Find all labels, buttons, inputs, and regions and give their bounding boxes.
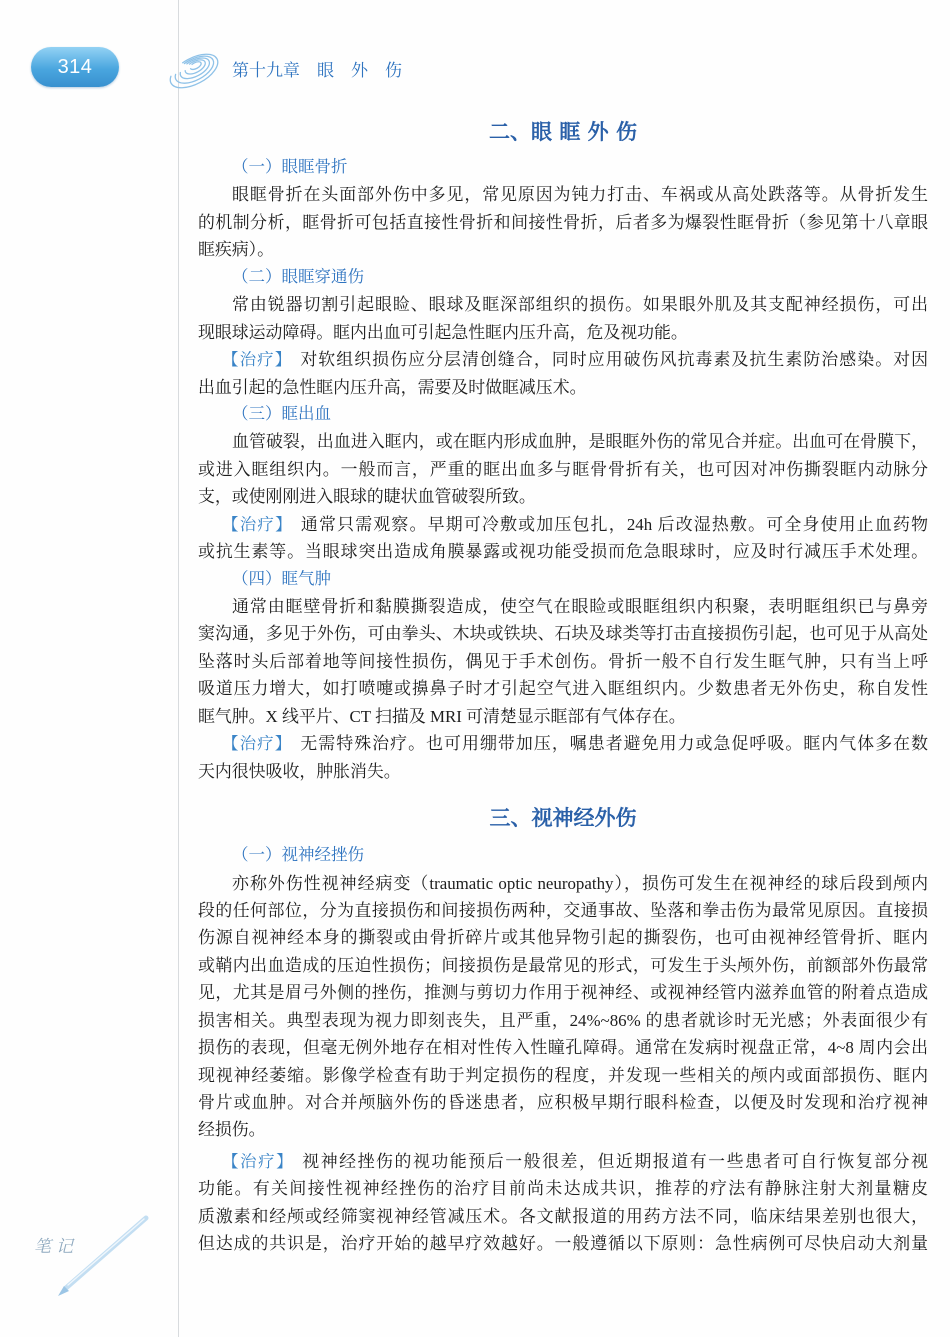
treatment-text: 视神经挫伤的视功能预后一般很差，但近期报道有一些患者可自行恢复部分视 xyxy=(302,1151,929,1171)
text-line: 经损伤。 xyxy=(198,1120,266,1140)
page-number: 314 xyxy=(57,56,93,78)
treatment-line xyxy=(198,1148,928,1175)
text-line: 或鞘内出血造成的压迫性损伤；间接损伤是最常见的形式，可发生于头颅外伤，前额部外伤最常 xyxy=(198,955,928,975)
text-line: 眶疾病）。 xyxy=(198,240,275,260)
page-number-badge xyxy=(31,47,119,87)
chapter-title: 第十九章 眼 外 伤 xyxy=(232,61,402,80)
margin-note-label: 笔记 xyxy=(34,1237,78,1256)
section-title: 三、视神经外伤 xyxy=(489,805,637,831)
text-line: 眼眶骨折在头面部外伤中多见，常见原因为钝力打击、车祸或从高处跌落等。从骨折发生 xyxy=(232,185,928,205)
text-line: 血管破裂，出血进入眶内，或在眶内形成血肿，是眼眶外伤的常见合并症。出血可在骨膜下， xyxy=(232,432,928,452)
treatment-line: 出血引起的急性眶内压升高，需要及时做眶减压术。 xyxy=(198,377,587,397)
treatment-line: 天内很快吸收，肿胀消失。 xyxy=(198,761,401,781)
treatment-line xyxy=(198,511,928,538)
text-line: 常由锐器切割引起眼睑、眼球及眶深部组织的损伤。如果眼外肌及其支配神经损伤，可出 xyxy=(232,295,928,315)
treatment-line xyxy=(198,730,928,757)
text-line: 窦沟通，多见于外伤，可由拳头、木块或铁块、石块及球类等打击直接损伤引起，也可见于从高处 xyxy=(198,624,928,644)
treatment-label: 【治疗】 xyxy=(222,515,293,534)
treatment-line: 或抗生素等。当眼球突出造成角膜暴露或视功能受损而危急眼球时，应及时行减压手术处理。 xyxy=(198,542,928,562)
treatment-text: 对软组织损伤应分层清创缝合，同时应用破伤风抗毒素及抗生素防治感染。对因 xyxy=(300,350,929,370)
text-line: 亦称外伤性视神经病变（traumatic optic neuropathy），损伤可发生在视神经的球后段到颅内 xyxy=(232,873,928,893)
text-line: 现视神经萎缩。影像学检查有助于判定损伤的程度，并发现一些相关的颅内或面部损伤、眶内 xyxy=(198,1065,928,1085)
text-line: 损伤的表现，但毫无例外地存在相对性传入性瞳孔障碍。通常在发病时视盘正常，4~8 周内会出 xyxy=(198,1038,928,1058)
treatment-line: 功能。有关间接性视神经挫伤的治疗目前尚未达成共识，推荐的疗法有静脉注射大剂量糖皮 xyxy=(198,1179,928,1199)
treatment-line: 但达成的共识是，治疗开始的越早疗效越好。一般遵循以下原则：急性病例可尽快启动大剂量 xyxy=(198,1234,928,1254)
text-line: 见，尤其是眉弓外侧的挫伤，推测与剪切力作用于视神经、或视神经管内滋养血管的附着点造成 xyxy=(198,983,928,1003)
text-line: 通常由眶壁骨折和黏膜撕裂造成，使空气在眼睑或眼眶组织内积聚，表明眶组织已与鼻旁 xyxy=(232,597,928,616)
text-line: 的机制分析，眶骨折可包括直接性骨折和间接性骨折，后者多为爆裂性眶骨折（参见第十八章眼 xyxy=(198,212,928,232)
text-line: 或进入眶组织内。一般而言，严重的眶出血多与眶骨骨折有关，也可因对冲伤撕裂眶内动脉分 xyxy=(198,459,928,479)
text-line: 伤源自视神经本身的撕裂或由骨折碎片或其他异物引起的撕裂伤，也可由视神经管骨折、眶内 xyxy=(198,928,928,948)
text-line: 损害相关。典型表现为视力即刻丧失，且严重，24%~86% 的患者就诊时无光感；外表面很少有 xyxy=(198,1010,928,1030)
text-line: 骨片或血肿。对合并颅脑外伤的昏迷患者，应积极早期行眼科检查，以便及时发现和治疗视神 xyxy=(198,1093,928,1112)
treatment-text: 通常只需观察。早期可冷敷或加压包扎，24h 后改湿热敷。可全身使用止血药物 xyxy=(300,514,928,534)
margin-rule xyxy=(178,0,179,1337)
subsection-heading: （三）眶出血 xyxy=(232,404,331,423)
subsection-heading: （一）视神经挫伤 xyxy=(232,846,364,865)
subsection-heading: （一）眼眶骨折 xyxy=(232,158,348,176)
section-title: 二、眼 眶 外 伤 xyxy=(489,119,637,144)
main-content xyxy=(198,114,928,1258)
subsection-heading: （四）眶气肿 xyxy=(232,569,331,588)
treatment-text: 无需特殊治疗。也可用绷带加压，嘱患者避免用力或急促呼吸。眶内气体多在数 xyxy=(300,734,929,754)
text-line: 支，或使刚刚进入眼球的睫状血管破裂所致。 xyxy=(198,487,536,507)
text-line: 段的任何部位，分为直接损伤和间接损伤两种，交通事故、坠落和拳击伤为最常见原因。直接损 xyxy=(198,900,928,920)
subsection-heading: （二）眼眶穿通伤 xyxy=(232,267,364,286)
treatment-line: 质激素和经颅或经筛窦视神经管减压术。各文献报道的用药方法不同，临床结果差别也很大， xyxy=(198,1206,928,1226)
text-line: 坠落时头后部着地等间接性损伤，偶见于手术创伤。骨折一般不自行发生眶气肿，只有当上呼 xyxy=(198,651,928,671)
treatment-line xyxy=(198,346,928,373)
treatment-label: 【治疗】 xyxy=(222,351,293,370)
text-line: 吸道压力增大，如打喷嚏或擤鼻子时才引起空气进入眶组织内。少数患者无外伤史，称自发性 xyxy=(198,679,928,699)
swirl-ornament-icon xyxy=(166,43,222,99)
text-line: 眶气肿。X 线平片、CT 扫描及 MRI 可清楚显示眶部有气体存在。 xyxy=(198,706,686,726)
treatment-label: 【治疗】 xyxy=(222,735,293,754)
pen-icon xyxy=(52,1208,152,1298)
treatment-label: 【治疗】 xyxy=(222,1152,295,1171)
text-line: 现眼球运动障碍。眶内出血可引起急性眶内压升高，危及视功能。 xyxy=(198,322,688,342)
